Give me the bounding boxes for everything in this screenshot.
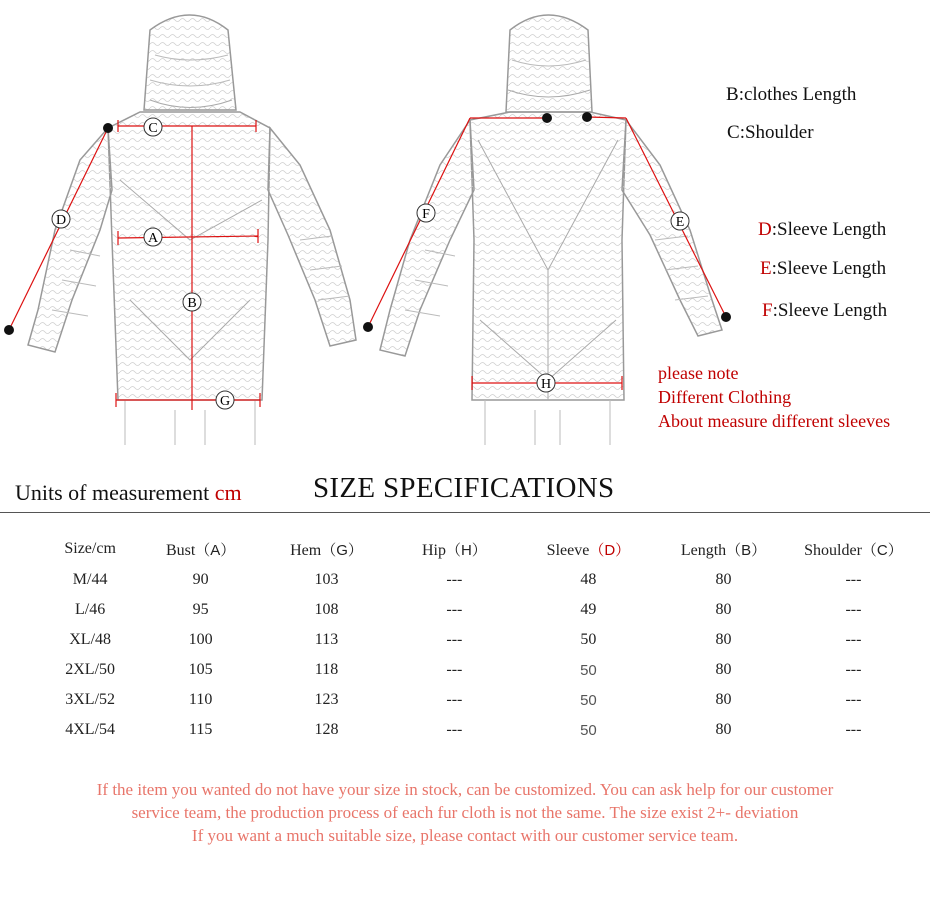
legend-d-text: :Sleeve Length — [771, 219, 887, 240]
cell-size: M/44 — [72, 571, 108, 588]
cell-bust: 90 — [192, 571, 209, 588]
table-row — [40, 625, 920, 655]
legend-c-letter: C — [727, 122, 740, 143]
cell-length: 80 — [715, 721, 732, 738]
legend-b-text: :clothes Length — [738, 84, 857, 105]
header-shoulder: Shoulder（C） — [804, 541, 903, 559]
legend-f-letter: F — [762, 300, 773, 321]
cell-hem: 128 — [314, 721, 339, 738]
cell-shoulder: --- — [845, 691, 862, 708]
footer-line-2: service team, the production process of each fur cloth is not the same. The size exist 2+- deviation — [131, 803, 799, 822]
legend-d-letter: D — [758, 219, 772, 240]
cell-shoulder: --- — [845, 661, 862, 678]
legend-f-text: :Sleeve Length — [772, 300, 888, 321]
cell-hip: --- — [446, 601, 463, 618]
cell-hip: --- — [446, 631, 463, 648]
svg-text:C: C — [148, 121, 158, 136]
cell-bust: 95 — [192, 601, 209, 618]
cell-bust: 110 — [188, 691, 213, 708]
front-shoulder-dot — [103, 123, 113, 133]
header-hip: Hip（H） — [421, 541, 487, 559]
cell-hip: --- — [446, 571, 463, 588]
front-label-d — [52, 210, 70, 228]
cell-shoulder: --- — [845, 601, 862, 618]
front-label-a — [144, 228, 162, 246]
table-row — [40, 715, 920, 745]
back-label-h — [537, 374, 555, 392]
legend-b — [726, 84, 856, 106]
legend-e-letter: E — [760, 258, 772, 279]
svg-text:E: E — [675, 215, 685, 230]
cell-bust: 100 — [188, 631, 213, 648]
note-line-2: Different Clothing — [658, 387, 792, 407]
front-label-c — [144, 118, 162, 136]
cell-sleeve: 50 — [580, 631, 597, 648]
cell-bust: 115 — [188, 721, 213, 738]
svg-text:B: B — [187, 296, 197, 311]
legend-b-letter: B — [726, 84, 739, 105]
footer-line-3: If you want a much suitable size, please contact with our customer service team. — [191, 826, 739, 845]
cell-hem: 118 — [314, 661, 339, 678]
cell-size: 2XL/50 — [65, 661, 116, 678]
cell-sleeve: 48 — [580, 571, 597, 588]
cell-size: L/46 — [75, 601, 106, 618]
cell-hem: 113 — [314, 631, 339, 648]
header-hem: Hem（G） — [290, 541, 363, 559]
cell-length: 80 — [715, 571, 732, 588]
back-right-cuff-dot — [721, 312, 731, 322]
front-label-g — [216, 391, 234, 409]
header-sleeve: Sleeve（D） — [546, 541, 631, 559]
cell-bust: 105 — [188, 661, 213, 678]
header-bust: Bust（A） — [165, 541, 236, 559]
cell-length: 80 — [715, 691, 732, 708]
cell-hem: 103 — [314, 571, 339, 588]
cell-hip: --- — [446, 691, 463, 708]
back-collar-dot-right — [582, 112, 592, 122]
legend-c-text: :Shoulder — [739, 122, 814, 143]
cell-shoulder: --- — [845, 571, 862, 588]
units-unit: cm — [214, 480, 242, 505]
page-title: SIZE SPECIFICATIONS — [313, 472, 615, 504]
cell-sleeve: 50 — [580, 661, 597, 679]
table-row — [40, 655, 920, 685]
size-table — [40, 533, 920, 745]
cell-hip: --- — [446, 721, 463, 738]
cell-shoulder: --- — [845, 721, 862, 738]
table-row — [40, 565, 920, 595]
cell-sleeve: 49 — [580, 601, 597, 618]
legend-e — [760, 258, 886, 280]
front-cuff-dot — [4, 325, 14, 335]
cell-size: XL/48 — [69, 631, 112, 648]
legend-c — [727, 122, 814, 144]
back-left-cuff-dot — [363, 322, 373, 332]
cell-sleeve: 50 — [580, 721, 597, 739]
back-label-f — [417, 204, 435, 222]
svg-text:D: D — [55, 213, 67, 228]
cell-hem: 108 — [314, 601, 339, 618]
svg-text:A: A — [147, 231, 159, 246]
cell-hem: 123 — [314, 691, 339, 708]
back-label-e — [671, 212, 689, 230]
note-line-3: About measure different sleeves — [658, 411, 891, 431]
cell-shoulder: --- — [845, 631, 862, 648]
svg-text:H: H — [540, 377, 552, 392]
svg-text:G: G — [219, 394, 231, 409]
cell-length: 80 — [715, 631, 732, 648]
header-length: Length（B） — [680, 541, 767, 559]
table-header-row — [40, 533, 920, 565]
table-row — [40, 595, 920, 625]
cell-size: 3XL/52 — [65, 691, 116, 708]
cell-size: 4XL/54 — [65, 721, 116, 738]
note-line-1: please note — [658, 363, 739, 383]
legend-d — [758, 219, 886, 241]
footer-line-1: If the item you wanted do not have your size in stock, can be customized. You can ask help for our customer — [96, 780, 834, 799]
units-of-measurement — [15, 480, 242, 506]
header-size: Size/cm — [64, 540, 116, 557]
cell-length: 80 — [715, 601, 732, 618]
units-label-text: Units of measurement — [15, 480, 215, 505]
legend-e-text: :Sleeve Length — [771, 258, 887, 279]
table-row — [40, 685, 920, 715]
back-collar-dot-left — [542, 113, 552, 123]
divider — [0, 512, 930, 513]
cell-length: 80 — [715, 661, 732, 678]
cell-sleeve: 50 — [580, 691, 597, 709]
legend-f — [762, 300, 887, 322]
cell-hip: --- — [446, 661, 463, 678]
front-label-b — [183, 293, 201, 311]
svg-text:F: F — [422, 207, 430, 222]
